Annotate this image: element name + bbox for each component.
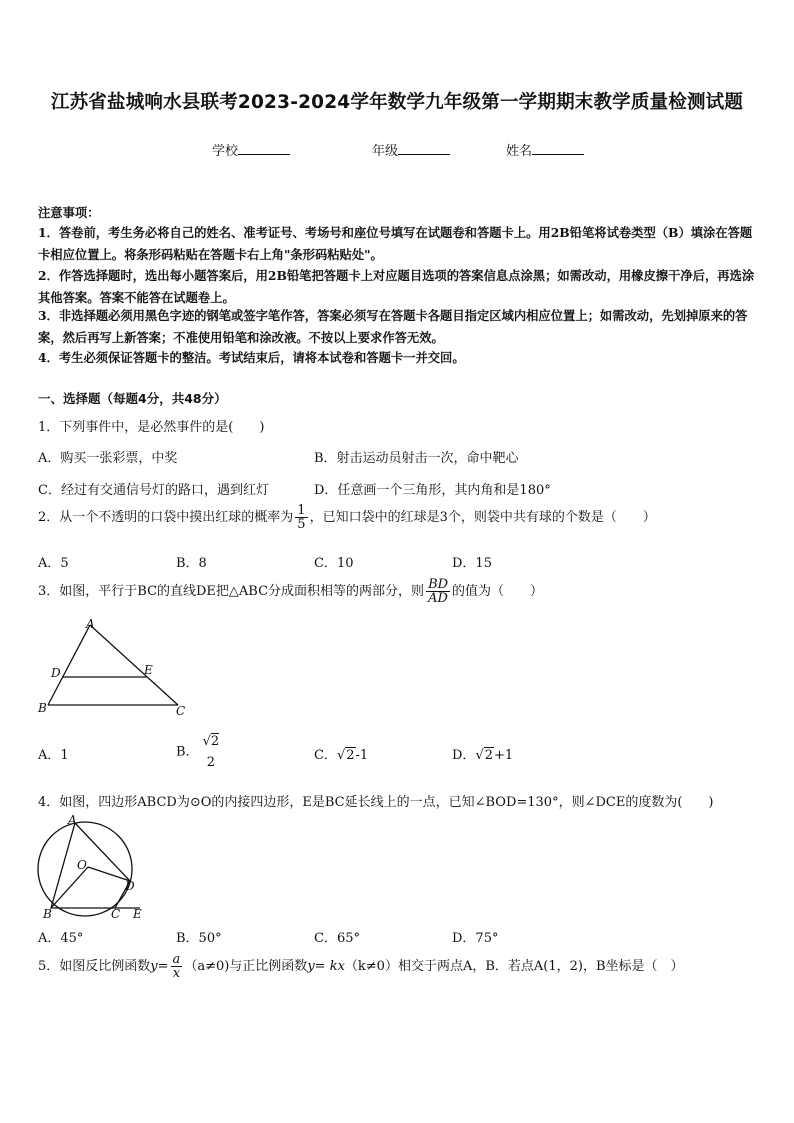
q5-eq: = xyxy=(157,959,169,974)
q2-option-b[interactable]: B．8 xyxy=(176,556,207,571)
q2-stem-post: ，已知口袋中的红球是3个，则袋中共有球的个数是（ ） xyxy=(309,510,656,525)
q5-fraction xyxy=(171,953,183,980)
q5-frac-num: a xyxy=(172,952,181,967)
q3-option-d-label: D． xyxy=(452,748,476,763)
q4-option-a[interactable]: A．45° xyxy=(38,931,84,946)
q4-label-b: B xyxy=(43,907,52,921)
q4-stem: 4．如图，四边形ABCD为⊙O的内接四边形，E是BC延长线上的一点，已知∠BOD=130°，则∠DCE的度数为( ) xyxy=(38,795,714,810)
q5-cond2: （k≠0）相交于两点 xyxy=(344,959,463,974)
q1-option-b[interactable]: B．射击运动员射击一次，命中靶心 xyxy=(314,451,519,466)
q3-option-d[interactable] xyxy=(452,744,513,763)
q2-option-a[interactable]: A．5 xyxy=(38,556,69,571)
notes-heading: 注意事项： xyxy=(38,205,100,220)
q5-y2: y xyxy=(307,959,315,974)
q2-option-c[interactable]: C．10 xyxy=(314,556,354,571)
q5-stem xyxy=(38,953,684,980)
q4-option-c[interactable]: C．65° xyxy=(314,931,360,946)
q1-option-c[interactable]: C．经过有交通信号灯的路口，遇到红灯 xyxy=(38,483,269,498)
q4-option-b[interactable]: B．50° xyxy=(176,931,222,946)
q3-frac-num: BD xyxy=(428,577,449,592)
q3-option-b-frac xyxy=(201,735,222,769)
q2-stem xyxy=(38,504,656,531)
note-item-2: 2．作答选择题时，选出每小题答案后，用2B铅笔把答题卡上对应题目选项的答案信息点涂黑；如需改动，用橡皮擦干净后，再选涂其他答案。答案不能答在试题卷上。 xyxy=(38,268,755,305)
q4-label-d: D xyxy=(125,879,135,893)
q1-stem: 1．下列事件中，是必然事件的是( ) xyxy=(38,420,265,435)
q2-frac-num: 1 xyxy=(297,503,306,518)
q3-stem-post: 的值为（ ） xyxy=(452,584,544,599)
q3-side-ab xyxy=(48,625,90,705)
school-blank[interactable] xyxy=(238,142,290,155)
q3-option-c-rad: 2 xyxy=(346,748,355,763)
q2-frac-den: 5 xyxy=(297,517,306,532)
q4-label-c: C xyxy=(111,907,121,921)
note-item-3: 3．非选择题必须用黑色字迹的钢笔或签字笔作答，答案必须写在答题卡各题目指定区域内相应位置上；如需改动，先划掉原来的答案，然后再写上新答案；不准使用铅笔和涂改液。不按以上要求作答无效。 xyxy=(38,308,748,345)
q5-y1: y xyxy=(150,959,158,974)
q3-frac-den: AD xyxy=(428,591,448,606)
q1-option-a[interactable]: A．购买一张彩票，中奖 xyxy=(38,451,178,466)
q3-option-c[interactable] xyxy=(314,744,368,763)
name-blank[interactable] xyxy=(532,142,584,155)
q4-label-o: O xyxy=(77,858,87,872)
q3-label-e: E xyxy=(144,663,153,677)
q5-stem-post: A，B．若点A(1，2)，B坐标是（ ） xyxy=(462,959,684,974)
note-item-4: 4．考生必须保证答题卡的整洁。考试结束后，请将本试卷和答题卡一并交回。 xyxy=(38,350,465,365)
q3-option-c-label: C． xyxy=(314,748,337,763)
grade-label: 年级 xyxy=(372,144,399,159)
q3-option-d-tail: +1 xyxy=(494,748,514,763)
q5-kx: = kx xyxy=(314,959,345,974)
q3-option-b-label: B． xyxy=(176,744,199,760)
q3-stem-pre: 3．如图，平行于BC的直线DE把△ABC分成面积相等的两部分，则 xyxy=(38,584,425,599)
q5-stem-pre: 5．如图反比例函数 xyxy=(38,959,151,974)
q3-option-b-num: √2 xyxy=(202,734,220,749)
school-field[interactable] xyxy=(212,140,290,159)
q1-option-d[interactable]: D．任意画一个三角形，其内角和是180° xyxy=(314,483,551,498)
q3-option-b-den: 2 xyxy=(206,755,215,770)
q3-option-c-sqrt: √2 xyxy=(336,748,355,763)
name-field[interactable] xyxy=(506,140,584,159)
q5-frac-den: x xyxy=(172,966,181,981)
q3-option-d-rad: 2 xyxy=(484,748,494,763)
q3-stem xyxy=(38,578,543,605)
note-item-1: 1．答卷前，考生务必将自己的姓名、准考证号、考场号和座位号填写在试题卷和答题卡上。用2B铅笔将试卷类型（B）填涂在答题卡相应位置上。将条形码粘贴在答题卡右上角"条形码粘贴处"。 xyxy=(38,225,753,262)
grade-field[interactable] xyxy=(372,140,450,159)
q3-triangle-figure xyxy=(30,615,200,720)
q3-option-a[interactable]: A．1 xyxy=(38,748,69,763)
school-label: 学校 xyxy=(212,144,239,159)
section-heading: 一、选择题（每题4分，共48分） xyxy=(38,391,227,406)
q3-label-a: A xyxy=(86,617,95,631)
q3-side-ac xyxy=(90,625,178,705)
q4-option-d[interactable]: D．75° xyxy=(452,931,499,946)
q2-fraction xyxy=(295,504,307,531)
q5-cond1: （a≠0)与正比例函数 xyxy=(184,959,308,974)
name-label: 姓名 xyxy=(506,144,533,159)
q4-label-e: E xyxy=(133,907,142,921)
grade-blank[interactable] xyxy=(398,142,450,155)
q4-circle-figure xyxy=(30,812,160,922)
q2-stem-pre: 2．从一个不透明的口袋中摸出红球的概率为 xyxy=(38,510,294,525)
q3-option-b-rad: 2 xyxy=(210,734,220,749)
q3-label-b: B xyxy=(38,701,47,715)
q3-label-d: D xyxy=(51,666,61,680)
q2-option-d[interactable]: D．15 xyxy=(452,556,492,571)
q3-label-c: C xyxy=(176,704,186,718)
page-title: 江苏省盐城响水县联考2023-2024学年数学九年级第一学期期末教学质量检测试题 xyxy=(50,92,744,113)
q3-option-d-sqrt: √2 xyxy=(475,748,494,763)
q3-option-c-tail: -1 xyxy=(355,748,369,763)
q3-option-b[interactable] xyxy=(176,735,223,769)
q3-fraction xyxy=(426,578,450,605)
q4-label-a: A xyxy=(68,813,77,827)
